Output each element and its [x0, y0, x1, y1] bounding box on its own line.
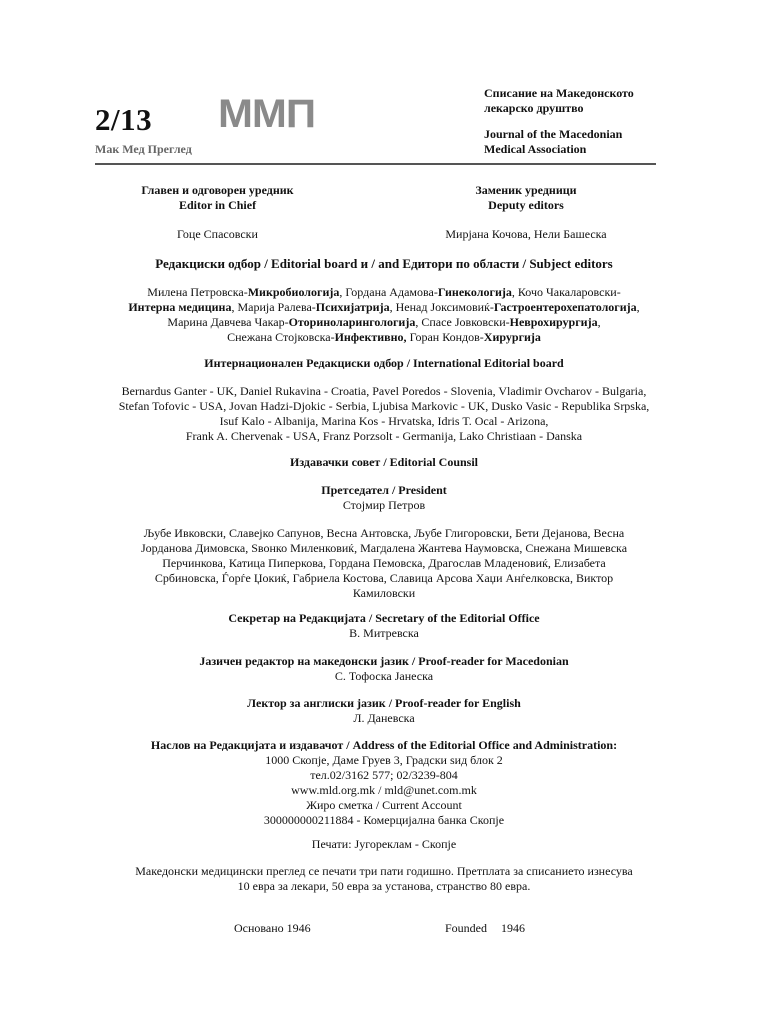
address-block	[90, 738, 678, 828]
international-board-title: Интернационален Редакциски одбор / International Editorial board	[204, 356, 564, 370]
proofreader-mk-name: С. Тофоска Јанеска	[334, 669, 434, 683]
intl-line-1: Bernardus Ganter - UK, Daniel Rukavina - Croatia, Pavel Poredos - Slovenia, Vladimir Ovcharov - Bulgaria,	[121, 384, 647, 398]
journal-short-name: Мак Мед Преглед	[95, 142, 192, 156]
proofreader-en-name: Л. Даневска	[353, 711, 415, 725]
address-label: Наслов на Редакцијата и издавачот / Address of the Editorial Office and Administration:	[150, 738, 618, 752]
editorial-board-members	[90, 285, 678, 345]
council-president-block	[90, 483, 678, 513]
proofreader-mk-label: Јазичен редактор на македонски јазик / Proof-reader for Macedonian	[199, 654, 569, 668]
council-members	[90, 526, 678, 601]
founded-en-label: Founded	[445, 921, 487, 935]
secretary-label: Секретар на Редакцијата / Secretary of the Editorial Office	[228, 611, 540, 625]
editorial-board-title: Редакциски одбор / Editorial board и / and Едитори по области / Subject editors	[155, 256, 613, 271]
journal-logo: ММП	[218, 92, 316, 136]
subscription-line-1: Македонски медицински преглед се печати три пати годишно. Претплата за списанието изнесува	[135, 864, 633, 878]
secretary-block	[90, 611, 678, 641]
council-line-4: Србиновска, Ѓорѓе Џокиќ, Габриела Костова, Славица Арсова Хаџи Анѓелковска, Виктор	[154, 571, 614, 585]
board-line-1: Милена Петровска-Микробиологија, Гордана Адамова-Гинекологија, Кочо Чакаларовски-	[147, 285, 621, 299]
council-line-5: Камиловски	[352, 586, 416, 600]
editor-in-chief-block	[110, 183, 325, 242]
deputy-editors-block	[420, 183, 632, 242]
subscription-note	[90, 864, 678, 894]
intl-line-4: Frank A. Chervenak - USA, Franz Porzsolt - Germanija, Lako Christiaan - Danska	[185, 429, 583, 443]
secretary-name: В. Митревска	[349, 626, 419, 640]
international-board-members	[90, 384, 678, 444]
founded-en	[445, 921, 525, 936]
proofreader-en-block	[90, 696, 678, 726]
address-account-number: 300000000211884 - Комерцијална банка Скопје	[263, 813, 505, 827]
intl-line-2: Stefan Tofovic - USA, Jovan Hadzi-Djokic - Serbia, Ljubisa Markovic - UK, Dusko Vasic - Republika Srpska,	[118, 399, 650, 413]
editor-in-chief-name: Гоце Спасовски	[177, 227, 258, 241]
council-line-2: Јорданова Димовска, Ѕвонко Миленковиќ, Магдалена Жантева Наумовска, Снежана Мишевска	[140, 541, 628, 555]
header-divider	[95, 163, 656, 165]
editor-in-chief-label-en: Editor in Chief	[178, 198, 257, 212]
proofreader-mk-block	[90, 654, 678, 684]
board-line-3: Марина Давчева Чакар-Оториноларингологија, Спасе Јовковски-Неврохирургија,	[167, 315, 601, 329]
council-line-3: Перчинкова, Катица Пиперкова, Гордана Пемовска, Драгослав Младеновиќ, Елизабета	[162, 556, 606, 570]
council-president-label: Претседател / President	[321, 483, 447, 497]
editor-in-chief-label-mk: Главен и одговорен уредник	[141, 183, 294, 197]
association-en-line-1: Journal of the Macedonian	[484, 127, 623, 141]
board-line-2: Интерна медицина, Марија Ралева-Психијатрија, Ненад Јоксимовиќ-Гастроентерохепатологија,	[128, 300, 640, 314]
deputy-editors-label-en: Deputy editors	[488, 198, 564, 212]
association-mk-line-2: лекарско друштво	[484, 101, 584, 115]
proofreader-en-label: Лектор за англиски јазик / Proof-reader for English	[247, 696, 521, 710]
intl-line-3: Isuf Kalo - Albanija, Marina Kos - Hrvatska, Idris T. Ocal - Arizona,	[219, 414, 549, 428]
editorial-council-title: Издавачки совет / Editorial Counsil	[289, 455, 479, 469]
founded-mk: Основано 1946	[234, 921, 311, 935]
address-street: 1000 Скопје, Даме Груев 3, Градски ѕид блок 2	[265, 753, 503, 767]
association-name-en	[484, 127, 622, 157]
association-mk-line-1: Списание на Македонското	[484, 86, 634, 100]
deputy-editors-names: Мирјана Кочова, Нели Башеска	[445, 227, 607, 241]
association-en-line-2: Medical Association	[484, 142, 587, 156]
council-line-1: Љубе Ивковски, Славејко Сапунов, Весна Антовска, Љубе Глигоровски, Бети Дејанова, Весна	[143, 526, 625, 540]
founded-en-year: 1946	[501, 921, 525, 935]
printed-by: Печати: Југореклам - Скопје	[311, 837, 457, 851]
board-line-4: Снежана Стојковска-Инфективно, Горан Кондов-Хирургија	[227, 330, 541, 344]
issue-number: 2/13	[95, 102, 153, 137]
address-phone: тел.02/3162 577; 02/3239-804	[310, 768, 458, 782]
council-president-name: Стојмир Петров	[342, 498, 426, 512]
address-account-label: Жиро сметка / Current Account	[306, 798, 462, 812]
subscription-line-2: 10 евра за лекари, 50 евра за установа, странство 80 евра.	[237, 879, 531, 893]
address-web-email: www.mld.org.mk / mld@unet.com.mk	[291, 783, 477, 797]
deputy-editors-label-mk: Заменик уредници	[475, 183, 577, 197]
association-name-mk	[484, 86, 634, 116]
